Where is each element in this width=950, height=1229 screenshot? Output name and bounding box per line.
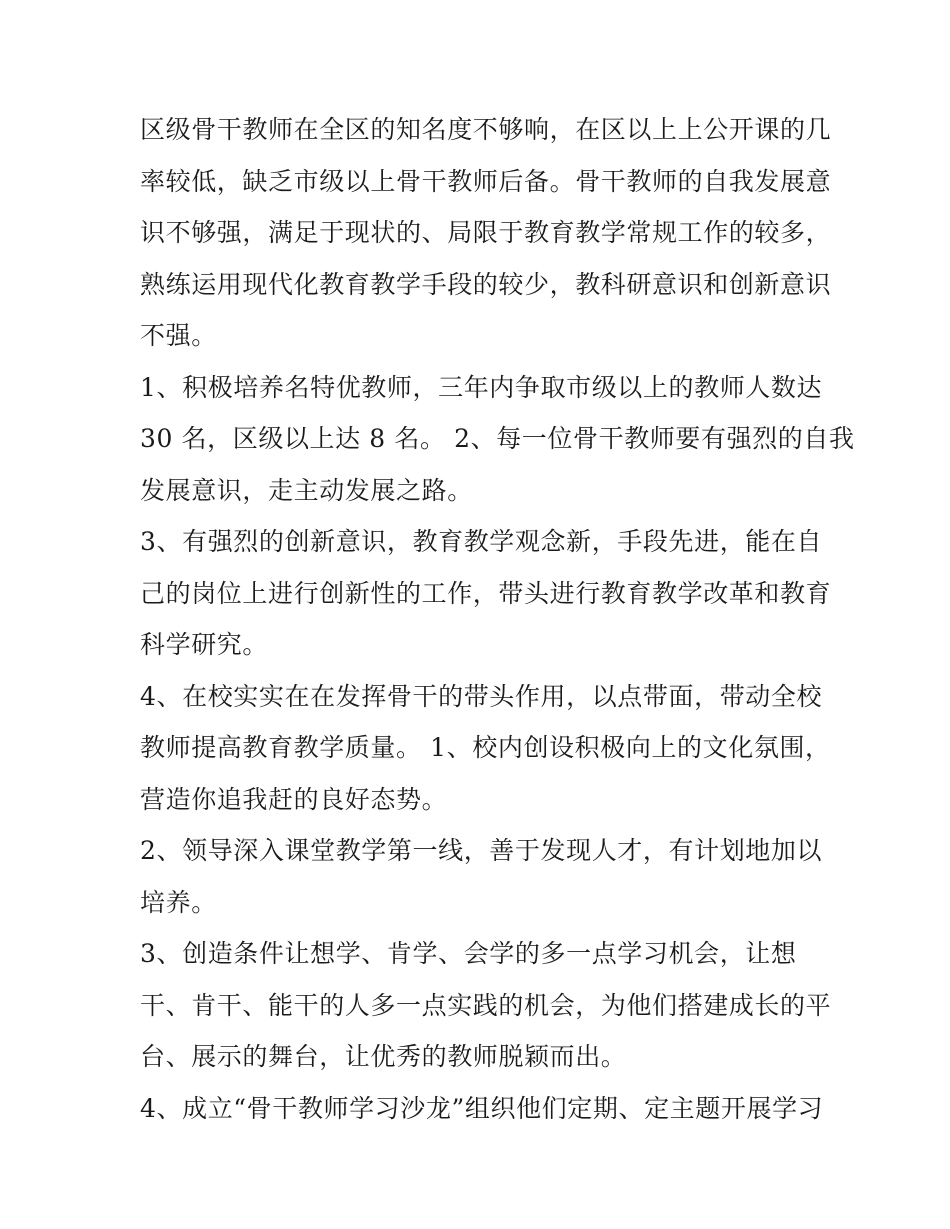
text-line: 台、展示的舞台，让优秀的教师脱颖而出。 xyxy=(140,1042,627,1071)
text-line: 识不够强，满足于现状的、局限于教育教学常规工作的较多， xyxy=(140,218,832,247)
text-line: 3、有强烈的创新意识，教育教学观念新，手段先进，能在自 xyxy=(140,527,823,556)
paragraph-measure-3 xyxy=(140,928,832,1083)
text-line: 4、在校实实在在发挥骨干的带头作用，以点带面，带动全校 xyxy=(140,681,823,711)
text-line: 30 名，区级以上达 8 名。 2、每一位骨干教师要有强烈的自我 xyxy=(140,424,855,453)
paragraph-problems xyxy=(140,104,832,362)
text-line: 3、创造条件让想学、肯学、会学的多一点学习机会，让想 xyxy=(140,939,797,968)
text-line: 培养。 xyxy=(140,887,217,917)
paragraph-measure-2 xyxy=(140,825,823,928)
text-line: 区级骨干教师在全区的知名度不够响，在区以上上公开课的几 xyxy=(140,115,832,144)
paragraph-measure-4 xyxy=(140,1083,824,1135)
text-line: 熟练运用现代化教育教学手段的较少，教科研意识和创新意识 xyxy=(140,269,832,299)
text-line: 不强。 xyxy=(140,321,217,350)
text-line: 1、积极培养名特优教师，三年内争取市级以上的教师人数达 xyxy=(140,372,823,402)
text-line: 己的岗位上进行创新性的工作，带头进行教育教学改革和教育 xyxy=(140,578,832,608)
text-line: 发展意识，走主动发展之路。 xyxy=(140,475,473,505)
paragraph-goal-4 xyxy=(140,671,831,826)
text-line: 率较低，缺乏市级以上骨干教师后备。骨干教师的自我发展意 xyxy=(140,166,832,196)
text-line: 营造你追我赶的良好态势。 xyxy=(140,784,448,814)
text-line: 2、领导深入课堂教学第一线，善于发现人才，有计划地加以 xyxy=(140,836,823,865)
paragraph-goal-1 xyxy=(140,362,855,517)
text-line: 4、成立“骨干教师学习沙龙”组织他们定期、定主题开展学习 xyxy=(140,1093,824,1123)
document-body xyxy=(140,104,855,1134)
text-line: 教师提高教育教学质量。 1、校内创设积极向上的文化氛围， xyxy=(140,733,831,762)
text-line: 干、肯干、能干的人多一点实践的机会，为他们搭建成长的平 xyxy=(140,990,832,1020)
text-line: 科学研究。 xyxy=(140,630,269,659)
paragraph-goal-3 xyxy=(140,516,832,671)
